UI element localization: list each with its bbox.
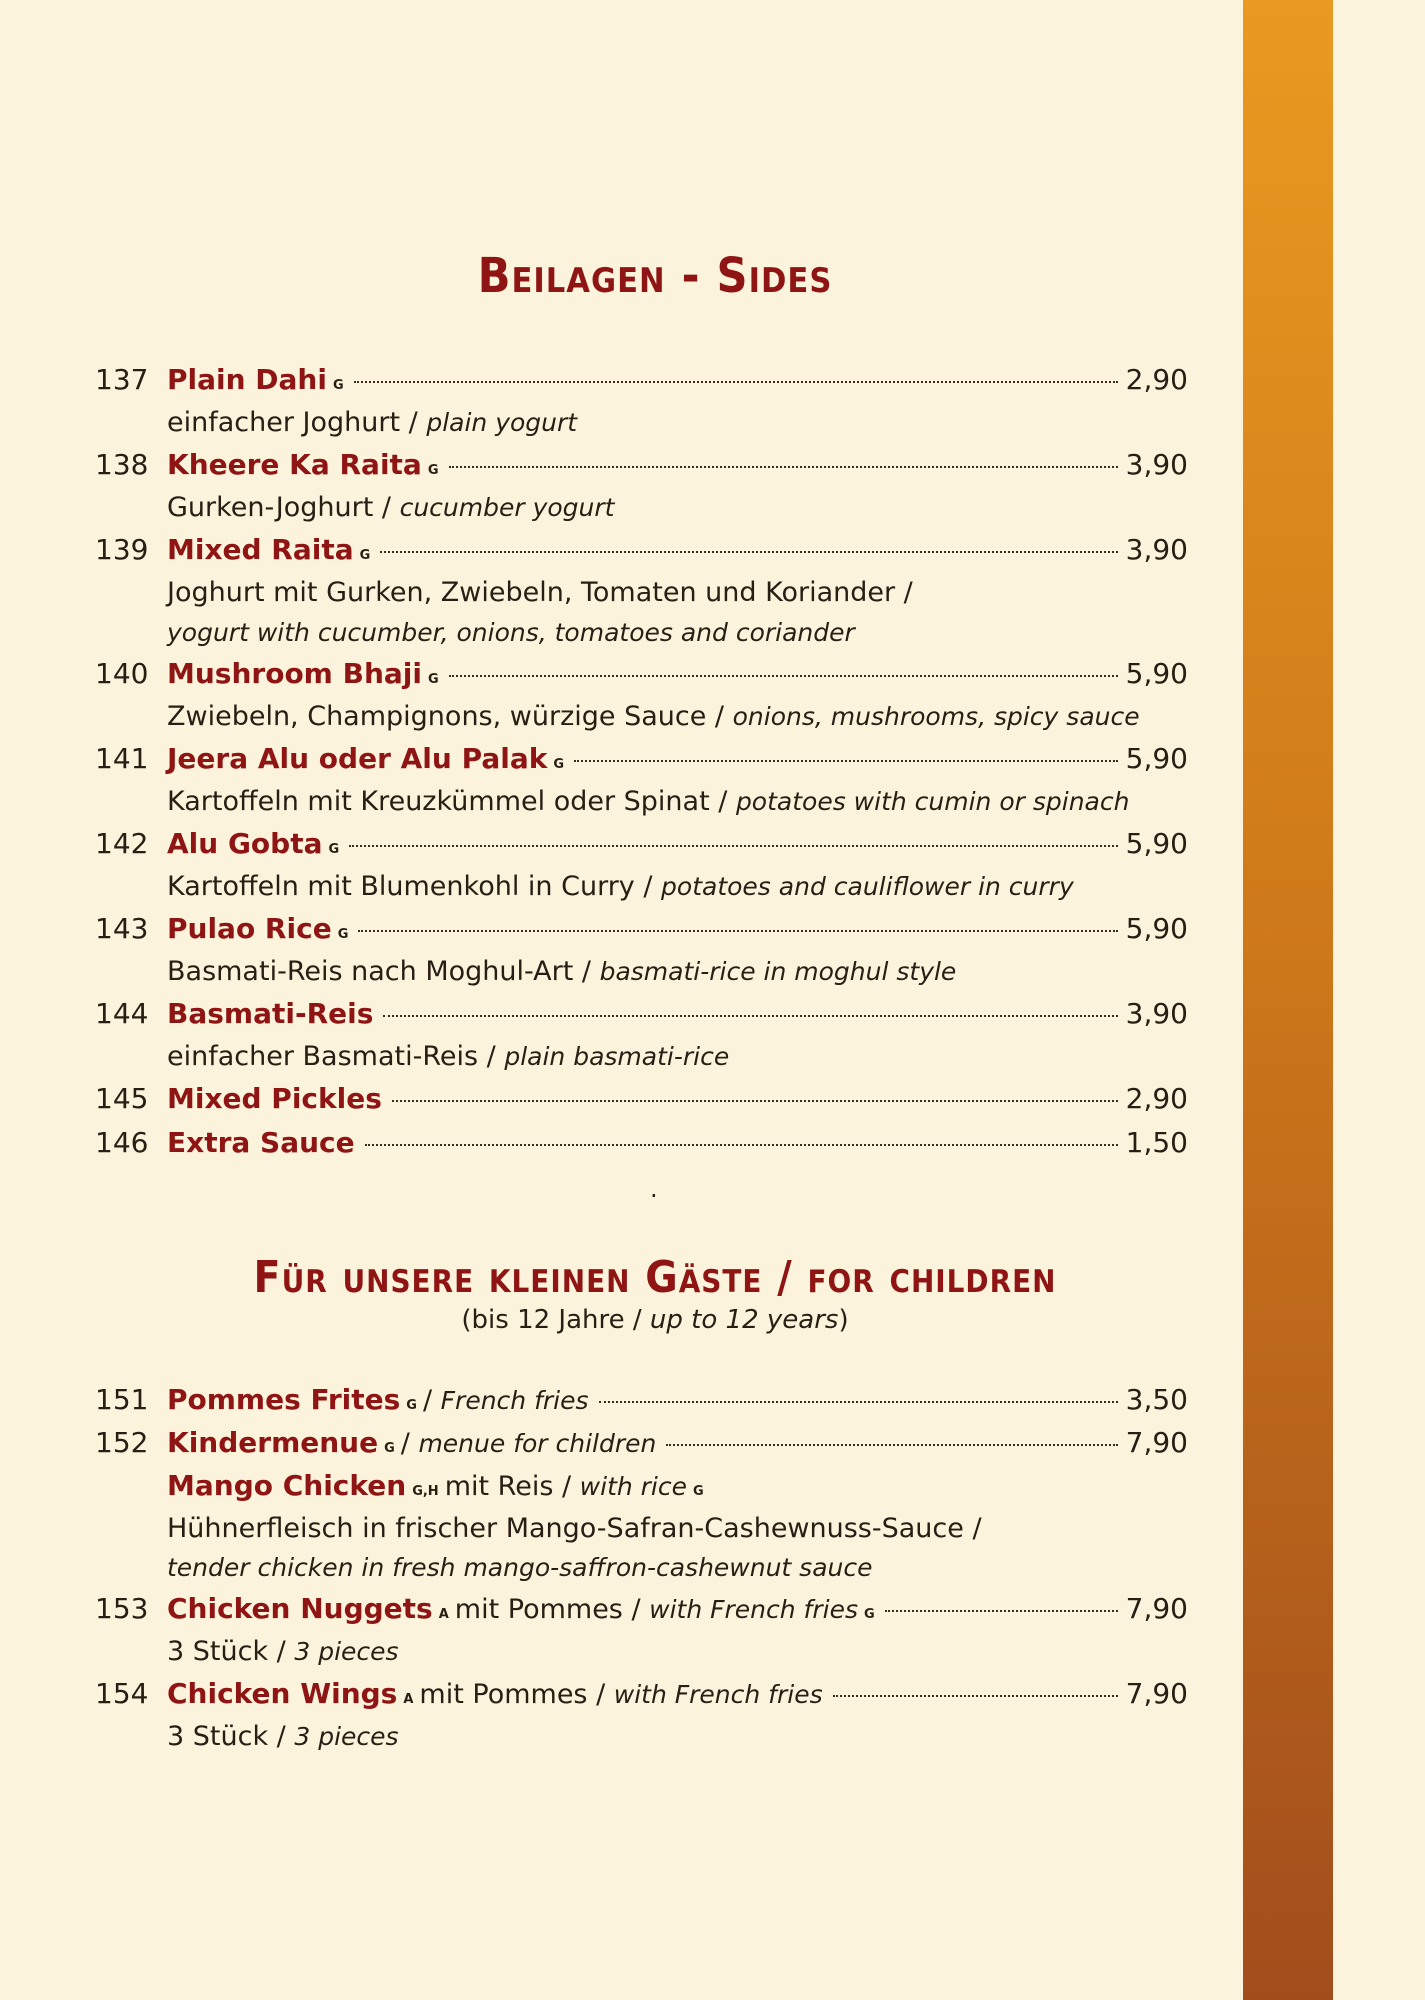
- item-description: 3 Stück / 3 pieces: [167, 1721, 399, 1752]
- menu-item-137: [0, 358, 1200, 402]
- menu-item-153: [0, 1587, 1200, 1631]
- menu-item-144: [0, 992, 1200, 1036]
- allergen-code: G: [693, 1484, 704, 1499]
- item-name: Mixed Raita: [167, 533, 354, 566]
- item-number: 143: [95, 912, 149, 945]
- item-name: Plain Dahi: [167, 363, 327, 396]
- dot-leader: [383, 1015, 1117, 1017]
- allergen-code: G: [427, 463, 439, 478]
- menu-item-139: [0, 528, 1200, 572]
- dot-leader: [365, 1144, 1118, 1146]
- allergen-code: G: [332, 378, 344, 393]
- allergen-code: A: [438, 1607, 449, 1622]
- dot-leader: [666, 1444, 1117, 1446]
- sub-item-name: Mango Chicken: [167, 1469, 407, 1502]
- item-number: 142: [95, 827, 149, 860]
- dot-leader: [574, 760, 1118, 762]
- item-name: Chicken Nuggets: [167, 1592, 433, 1625]
- dot-leader: [354, 381, 1118, 383]
- allergen-code: A: [403, 1692, 414, 1707]
- item-description: Kartoffeln mit Blumenkohl in Curry / potatoes and cauliflower in curry: [167, 871, 1074, 902]
- menu-item-152: [0, 1421, 1200, 1465]
- allergen-code: G: [553, 757, 565, 772]
- item-description-en: yogurt with cucumber, onions, tomatoes and coriander: [167, 618, 855, 647]
- item-number: 140: [95, 657, 149, 690]
- item-name: Pulao Rice: [167, 912, 332, 945]
- menu-item-138: [0, 443, 1200, 487]
- menu-item-141: [0, 737, 1200, 781]
- menu-item-142: [0, 822, 1200, 866]
- item-price: 5,90: [1125, 827, 1188, 860]
- dot-leader: [349, 845, 1117, 847]
- allergen-code: G: [337, 927, 349, 942]
- dot-leader: [449, 675, 1118, 677]
- item-description: einfacher Joghurt / plain yogurt: [167, 407, 578, 438]
- allergen-code: G: [863, 1607, 875, 1622]
- item-price: 3,90: [1125, 448, 1188, 481]
- item-description: Kartoffeln mit Kreuzkümmel oder Spinat / potatoes with cumin or spinach: [167, 786, 1130, 817]
- item-number: 138: [95, 448, 149, 481]
- item-price: 5,90: [1125, 742, 1188, 775]
- item-price: 5,90: [1125, 912, 1188, 945]
- item-description: einfacher Basmati-Reis / plain basmati-rice: [167, 1041, 730, 1072]
- menu-sub-item-mango-chicken: [0, 1464, 1200, 1508]
- allergen-code: G,H: [412, 1484, 439, 1499]
- item-name: Mushroom Bhaji: [167, 657, 422, 690]
- allergen-code: G: [427, 672, 439, 687]
- item-name: Chicken Wings: [167, 1677, 398, 1710]
- dot-leader: [380, 551, 1117, 553]
- item-price: 2,90: [1125, 1082, 1188, 1115]
- item-number: 144: [95, 997, 149, 1030]
- item-name: Alu Gobta: [167, 827, 323, 860]
- item-description-de: Hühnerfleisch in frischer Mango-Safran-Cashewnuss-Sauce /: [167, 1513, 982, 1544]
- item-name: Basmati-Reis: [167, 997, 374, 1030]
- item-translation: / menue for children: [400, 1428, 657, 1459]
- item-number: 146: [95, 1126, 149, 1159]
- item-description: Zwiebeln, Champignons, würzige Sauce / onions, mushrooms, spicy sauce: [167, 701, 1140, 732]
- menu-item-143: [0, 907, 1200, 951]
- item-number: 152: [95, 1426, 149, 1459]
- item-number: 154: [95, 1677, 149, 1710]
- item-description: Basmati-Reis nach Moghul-Art / basmati-rice in moghul style: [167, 956, 957, 987]
- item-number: 141: [95, 742, 149, 775]
- item-number: 139: [95, 533, 149, 566]
- menu-item-151: [0, 1378, 1200, 1422]
- menu-item-154: [0, 1672, 1200, 1716]
- dot-leader: [599, 1401, 1118, 1403]
- item-price: 7,90: [1125, 1677, 1188, 1710]
- item-price: 3,50: [1125, 1383, 1188, 1416]
- sides-section-title: Beilagen - Sides: [477, 248, 833, 304]
- item-translation: / French fries: [422, 1385, 589, 1416]
- item-description-en: tender chicken in fresh mango-saffron-cashewnut sauce: [167, 1553, 873, 1582]
- item-number: 153: [95, 1592, 149, 1625]
- dot-leader: [885, 1610, 1118, 1612]
- item-description-de: Joghurt mit Gurken, Zwiebeln, Tomaten und Koriander /: [167, 577, 913, 608]
- dot-leader: [392, 1100, 1118, 1102]
- item-number: 145: [95, 1082, 149, 1115]
- dot-leader: [358, 930, 1117, 932]
- item-price: 7,90: [1125, 1426, 1188, 1459]
- item-description: Gurken-Joghurt / cucumber yogurt: [167, 492, 615, 523]
- allergen-code: G: [384, 1441, 395, 1456]
- item-name: Pommes Frites: [167, 1383, 401, 1416]
- item-price: 3,90: [1125, 533, 1188, 566]
- item-price: 1,50: [1125, 1126, 1188, 1159]
- item-name: Kheere Ka Raita: [167, 448, 422, 481]
- sub-item-side: mit Reis / with rice: [444, 1471, 688, 1502]
- item-description: 3 Stück / 3 pieces: [167, 1636, 399, 1667]
- children-age-note: (bis 12 Jahre / up to 12 years): [461, 1305, 849, 1335]
- item-price: 2,90: [1125, 363, 1188, 396]
- allergen-code: G: [328, 842, 340, 857]
- item-name: Jeera Alu oder Alu Palak: [167, 742, 548, 775]
- menu-item-146: [0, 1121, 1200, 1165]
- separator-dot: ·: [650, 1182, 658, 1210]
- item-number: 137: [95, 363, 149, 396]
- item-name: Kindermenue: [167, 1426, 379, 1459]
- allergen-code: G: [406, 1398, 417, 1413]
- item-side: mit Pommes / with French fries: [419, 1679, 823, 1710]
- item-name: Mixed Pickles: [167, 1082, 382, 1115]
- menu-item-145: [0, 1077, 1200, 1121]
- allergen-code: G: [359, 548, 371, 563]
- children-section-title: Für unsere kleinen Gäste / for children: [253, 1252, 1057, 1303]
- item-side: mit Pommes / with French fries: [454, 1594, 858, 1625]
- item-price: 7,90: [1125, 1592, 1188, 1625]
- item-price: 5,90: [1125, 657, 1188, 690]
- menu-item-140: [0, 652, 1200, 696]
- item-name: Extra Sauce: [167, 1126, 355, 1159]
- item-price: 3,90: [1125, 997, 1188, 1030]
- dot-leader: [449, 466, 1118, 468]
- dot-leader: [833, 1695, 1118, 1697]
- item-number: 151: [95, 1383, 149, 1416]
